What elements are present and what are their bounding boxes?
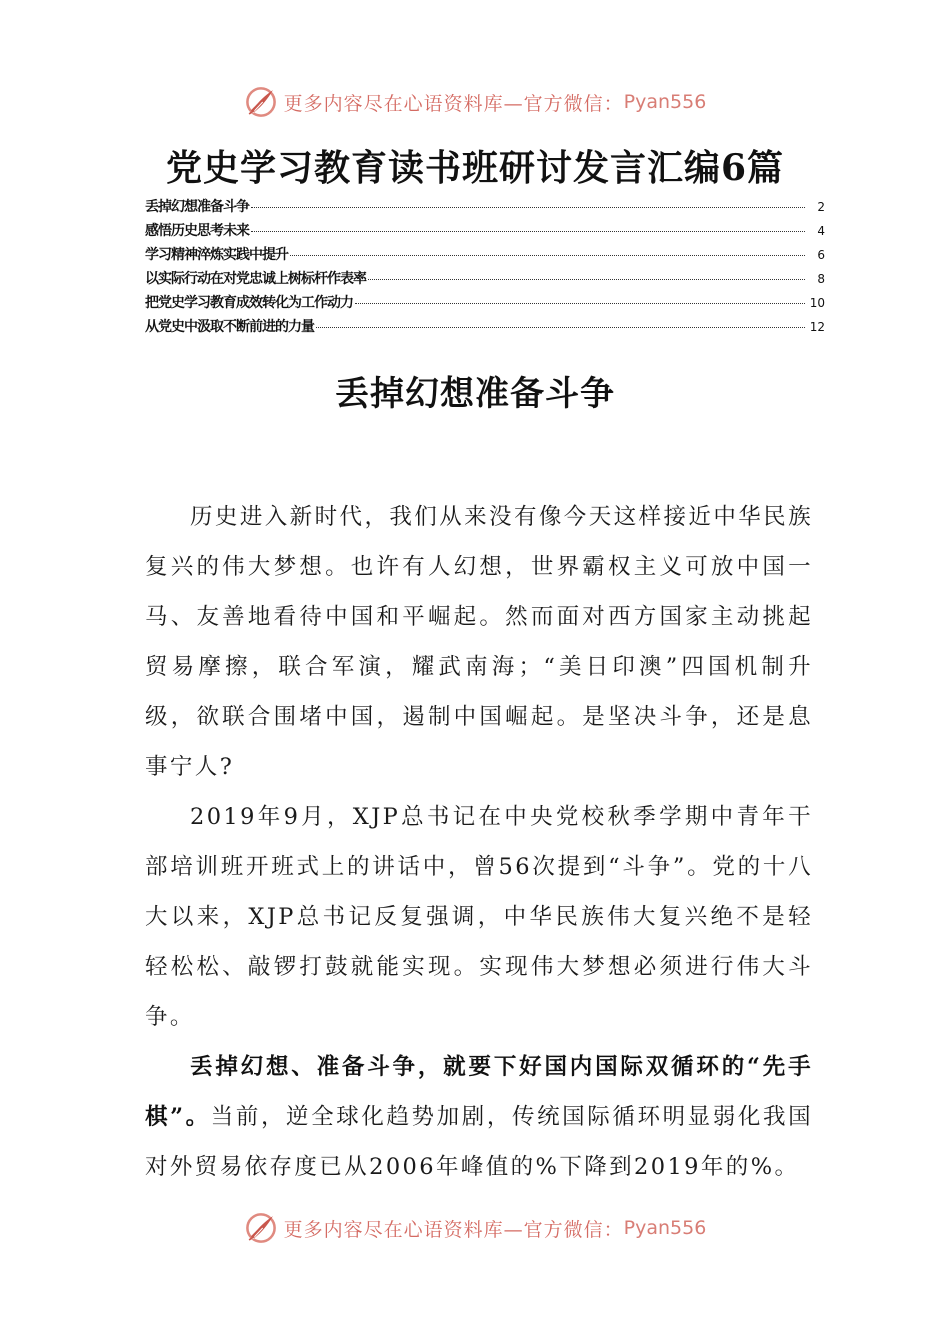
paragraph (145, 792, 813, 1042)
watermark-text: 更多内容尽在心语资料库—官方微信： (283, 1218, 624, 1241)
toc-page-number: 8 (817, 272, 825, 286)
toc-dot-leader (355, 303, 805, 304)
toc-page-number: 6 (817, 248, 825, 262)
paragraph (145, 492, 813, 792)
toc-page-number: 10 (809, 296, 825, 310)
table-of-contents (145, 196, 825, 340)
quill-logo-icon (244, 85, 278, 119)
paragraph-text: 2019年9月，XJP总书记在中央党校秋季学期中青年干部培训班开班式上的讲话中，曾56次提到“斗争”。党的十八大以来，XJP总书记反复强调，中华民族伟大复兴绝不是轻轻松松、敲锣打鼓就能实现。实现伟大梦想必须进行伟大斗争。 (145, 804, 813, 1030)
paragraph-text: 历史进入新时代，我们从来没有像今天这样接近中华民族复兴的伟大梦想。也许有人幻想，世界霸权主义可放中国一马、友善地看待中国和平崛起。然而面对西方国家主动挑起贸易摩擦，联合军演，耀武南海；“美日印澳”四国机制升级，欲联合围堵中国，遏制中国崛起。是坚决斗争，还是息事宁人? (145, 504, 813, 780)
toc-entry[interactable] (145, 220, 825, 244)
watermark-handle: Pyan556 (623, 1217, 707, 1239)
section-title: 丢掉幻想准备斗争 (335, 374, 615, 414)
toc-entry-label: 学习精神淬炼实践中提升 (145, 247, 288, 263)
toc-entry[interactable] (145, 244, 825, 268)
toc-page-number: 12 (809, 320, 825, 334)
toc-entry[interactable] (145, 268, 825, 292)
body-text (145, 492, 813, 1192)
toc-entry[interactable] (145, 292, 825, 316)
watermark-handle: Pyan556 (623, 91, 707, 113)
toc-entry-label: 把党史学习教育成效转化为工作动力 (145, 295, 353, 311)
watermark-header (0, 82, 950, 122)
paragraph (145, 1042, 813, 1192)
quill-logo-icon (244, 1211, 278, 1245)
toc-entry[interactable] (145, 196, 825, 220)
toc-entry-label: 以实际行动在对党忠诚上树标杆作表率 (145, 271, 366, 287)
toc-dot-leader (368, 279, 805, 280)
toc-dot-leader (251, 231, 805, 232)
toc-page-number: 4 (817, 224, 825, 238)
toc-dot-leader (290, 255, 805, 256)
toc-dot-leader (316, 327, 805, 328)
toc-page-number: 2 (817, 200, 825, 214)
watermark-footer (0, 1208, 950, 1248)
toc-entry-label: 丢掉幻想准备斗争 (145, 199, 249, 215)
toc-dot-leader (251, 207, 805, 208)
document-title: 党史学习教育读书班研讨发言汇编6篇 (165, 147, 785, 189)
toc-entry-label: 从党史中汲取不断前进的力量 (145, 319, 314, 335)
paragraph-lead-bold: 丢掉幻想、准备斗争，就要下好国内国际双循环的“先手棋”。 (145, 1054, 813, 1130)
watermark-text: 更多内容尽在心语资料库—官方微信： (283, 92, 624, 115)
toc-entry-label: 感悟历史思考未来 (145, 223, 249, 239)
toc-entry[interactable] (145, 316, 825, 340)
paragraph-text: 当前，逆全球化趋势加剧，传统国际循环明显弱化我国对外贸易依存度已从2006年峰值的%下降到2019年的%。 (145, 1104, 813, 1180)
